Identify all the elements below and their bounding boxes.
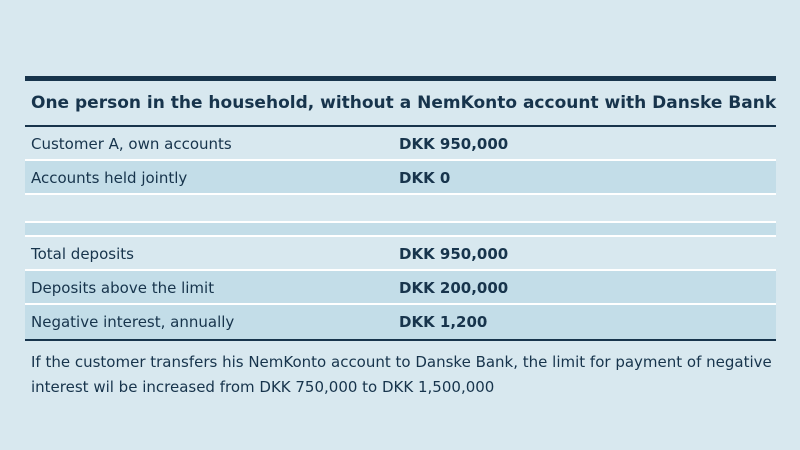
table-row-own-accounts [25, 127, 776, 161]
row-label: Accounts held jointly [31, 169, 188, 187]
row-value: DKK 1,200 [399, 313, 488, 331]
row-value: DKK 200,000 [399, 279, 509, 297]
row-value: DKK 950,000 [399, 135, 509, 153]
row-label: Customer A, own accounts [31, 135, 232, 153]
table-row-total-deposits [25, 237, 776, 271]
table-row-negative-interest [25, 305, 776, 339]
row-label: Total deposits [31, 245, 134, 263]
table-row-empty [25, 195, 776, 223]
table-title: One person in the household, without a NemKonto account with Danske Bank [31, 93, 777, 113]
row-value: DKK 0 [399, 169, 451, 187]
row-label: Negative interest, annually [31, 313, 235, 331]
footnote: If the customer transfers his NemKonto account to Danske Bank, the limit for payment of negative interest wil be increased from DKK 750,000 to DKK 1,500,000 [31, 353, 772, 396]
table-row-joint-accounts [25, 161, 776, 195]
table-row-empty [25, 223, 776, 237]
row-label: Deposits above the limit [31, 279, 215, 297]
info-table [25, 76, 776, 400]
table-row-above-limit [25, 271, 776, 305]
row-value: DKK 950,000 [399, 245, 509, 263]
